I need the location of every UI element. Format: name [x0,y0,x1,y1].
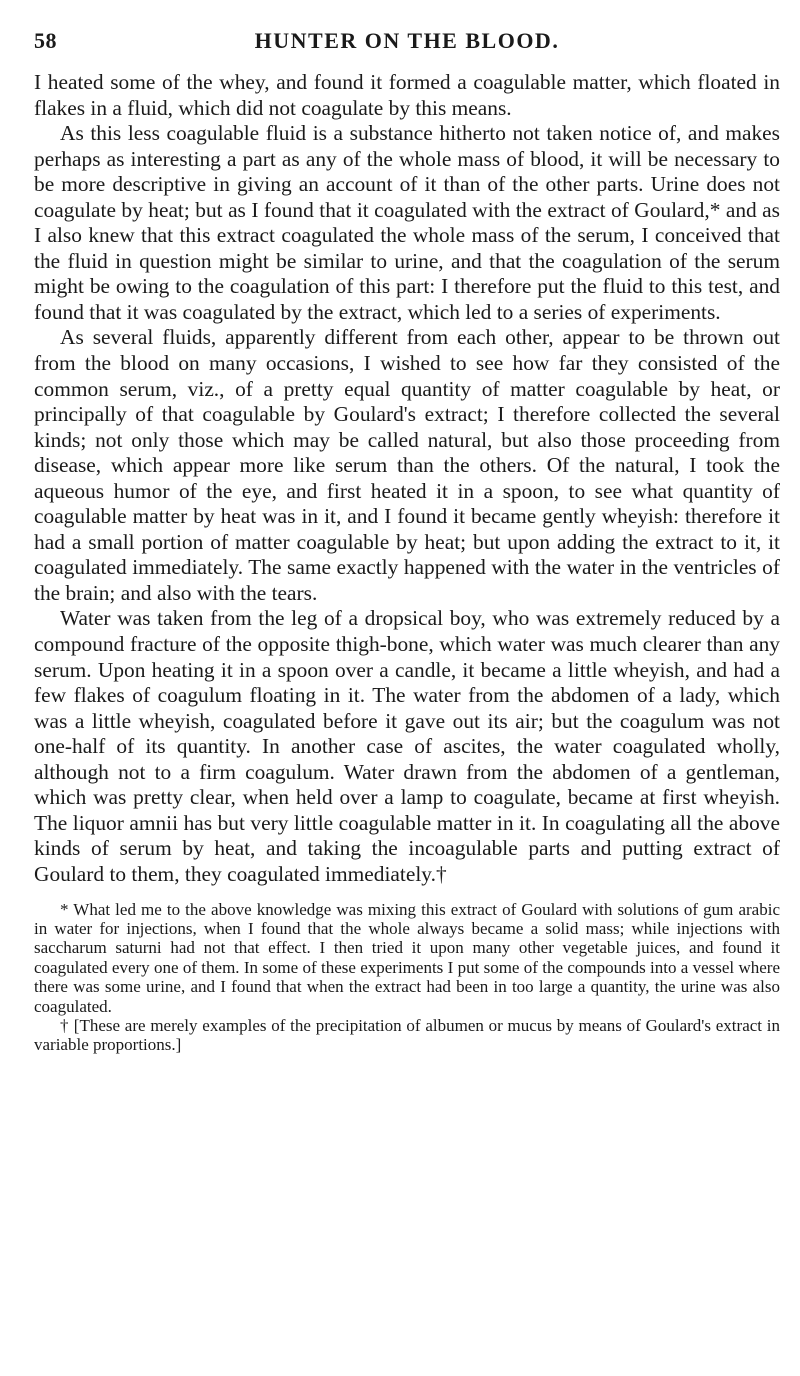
footnote: † [These are merely examples of the precipitation of albumen or mucus by means of Goulard's extract in variable proportions.] [34,1015,780,1055]
paragraph: As this less coagulable fluid is a substance hitherto not taken notice of, and makes perhaps as interesting a part as any of the whole mass of blood, it will be necessary to be more descriptive in giving an account of it than of the other parts. Urine does not coagulate by heat; but as I found that it coagulated with the extract of Goulard,* and as I also knew that this extract coagulated the whole mass of the serum, I conceived that the fluid in question might be similar to urine, and that the coagulation of the serum might be owing to the coagulation of this part: I therefore put the fluid to this test, and found that it was coagulated by the extract, which led to a series of experiments. [34,121,780,324]
book-page [34,28,780,1055]
paragraph: I heated some of the whey, and found it formed a coagulable matter, which floated in flakes in a fluid, which did not coagulate by this means. [34,70,780,120]
page-header [34,28,780,64]
running-head: HUNTER ON THE BLOOD. [254,28,560,53]
footnotes [34,900,780,1055]
body-text [34,70,780,888]
paragraph: Water was taken from the leg of a dropsical boy, who was extremely reduced by a compound fracture of the opposite thigh-bone, which water was much clearer than any serum. Upon heating it in a spoon over a candle, it became a little wheyish, and had a few flakes of coagulum floating in it. The water from the abdomen of a lady, which was a little wheyish, coagulated before it gave out its air; but the coagulum was not one-half of its quantity. In another case of ascites, the water coagulated wholly, although not to a firm coagulum. Water drawn from the abdomen of a gentleman, which was pretty clear, when held over a lamp to coagulate, became at first wheyish. The liquor amnii has but very little coagulable matter in it. In coagulating all the above kinds of serum by heat, and taking the incoagulable parts and putting extract of Goulard to them, they coagulated immediately.† [34,606,780,886]
page-number: 58 [34,28,57,53]
footnote: * What led me to the above knowledge was mixing this extract of Goulard with solutions of gum arabic in water for injections, when I found that the whole always became a solid mass; while injections with saccharum saturni had not that effect. I then tried it upon many other vegetable juices, and found it coagulated every one of them. In some of these experiments I put some of the compounds into a vessel where there was some urine, and I found that when the extract had been in too large a quantity, the urine was also coagulated. [34,899,780,1016]
paragraph: As several fluids, apparently different from each other, appear to be thrown out from the blood on many occasions, I wished to see how far they consisted of the common serum, viz., of a pretty equal quantity of matter coagulable by heat, or principally of that coagulable by Goulard's extract; I therefore collected the several kinds; not only those which may be called natural, but also those proceeding from disease, which appear more like serum than the others. Of the natural, I took the aqueous humor of the eye, and first heated it in a spoon, to see what quantity of coagulable matter by heat was in it, and I found it became gently wheyish: therefore it had a small portion of matter coagulable by heat; but upon adding the extract to it, it coagulated immediately. The same exactly happened with the water in the ventricles of the brain; and also with the tears. [34,325,780,605]
